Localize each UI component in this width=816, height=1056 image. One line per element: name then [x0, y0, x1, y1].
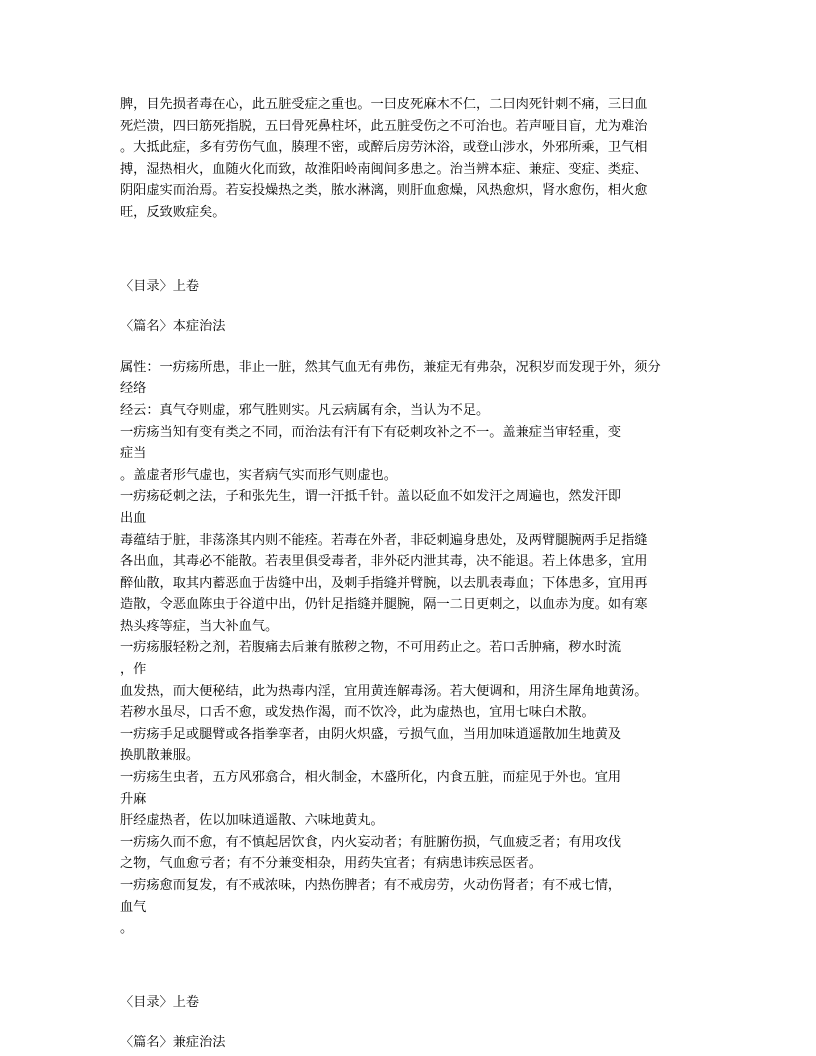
text-line: 症当: [120, 446, 147, 462]
text-line: 死烂溃，四曰筋死指脱，五曰骨死鼻柱坏，此五脏受伤之不可治也。若声哑目盲，尤为难治: [120, 118, 648, 134]
chapter-title: 〈篇名〉本症治法: [120, 319, 226, 335]
text-line: 旺，反致败症矣。: [120, 204, 226, 220]
text-line: 造散，令恶血陈虫于谷道中出，仍针足指缝并腿腕，隔一二日更刺之，以血赤为度。如有寒: [120, 597, 648, 613]
text-line: 一疠疡生虫者，五方风邪翕合，相火制金，木盛所化，内食五脏，而症见于外也。宜用: [120, 770, 622, 786]
text-line: 经云：真气夺则虚，邪气胜则实。凡云病属有余，当认为不足。: [120, 402, 490, 418]
toc-heading: 〈目录〉上卷: [120, 278, 200, 294]
text-line: 毒蕴结于脏，非荡涤其内则不能痊。若毒在外者，非砭刺遍身患处，及两臂腿腕两手足指缝: [120, 532, 648, 548]
text-line: 血气: [120, 899, 147, 915]
text-line: 。大抵此症，多有劳伤气血，腠理不密，或醉后房劳沐浴，或登山涉水，外邪所乘，卫气相: [120, 140, 648, 156]
intro-paragraph: [120, 94, 706, 224]
toc-heading: 〈目录〉上卷: [120, 994, 200, 1010]
text-line: 一疠疡当知有变有类之不同，而治法有汗有下有砭刺攻补之不一。盖兼症当审轻重，变: [120, 424, 622, 440]
text-line: 肝经虚热者，佐以加味逍遥散、六味地黄丸。: [120, 813, 384, 829]
text-line: 阴阳虚实而治焉。若妄投燥热之类，脓水淋漓，则肝血愈燥，风热愈炽，肾水愈伤，相火愈: [120, 183, 648, 199]
text-line: 出血: [120, 510, 147, 526]
text-line: 属性：一疠疡所患，非止一脏，然其气血无有弗伤，兼症无有弗杂，况积岁而发现于外，须分: [120, 359, 661, 375]
text-line: 醉仙散，取其内蓄恶血于齿缝中出，及刺手指缝并臂腕，以去肌表毒血；下体患多，宜用再: [120, 575, 648, 591]
text-line: 一疠疡愈而复发，有不戒浓味，内热伤脾者；有不戒房劳，火动伤肾者；有不戒七情，: [120, 878, 622, 893]
text-line: 一疠疡久而不愈，有不慎起居饮食，内火妄动者；有脏腑伤损，气血疲乏者；有用攻伐: [120, 834, 622, 850]
text-line: 热头疼等症，当大补血气。: [120, 618, 279, 634]
text-line: 各出血，其毒必不能散。若表里俱受毒者，非外砭内泄其毒，决不能退。若上体患多，宜用: [120, 554, 648, 570]
text-line: 一疠疡砭刺之法，子和张先生，谓一汗抵千针。盖以砭血不如发汗之周遍也，然发汗即: [120, 489, 622, 505]
text-line: 换肌散兼服。: [120, 748, 200, 764]
text-line: 。: [120, 921, 134, 937]
document-page: [120, 94, 706, 1054]
text-line: 之物，气血愈亏者；有不分兼变相杂，用药失宜者；有病患讳疾忌医者。: [120, 856, 542, 872]
text-line: 经络: [120, 381, 147, 397]
chapter-title: 〈篇名〉兼症治法: [120, 1035, 226, 1051]
text-line: 脾，目先损者毒在心，此五脏受症之重也。一曰皮死麻木不仁，二曰肉死针刺不痛，三曰血: [120, 97, 648, 112]
text-line: 一疠疡手足或腿臂或各指拳挛者，由阴火炽盛，亏损气血，当用加味逍遥散加生地黄及: [120, 726, 622, 742]
text-line: 若秽水虽尽，口舌不愈，或发热作渴，而不饮冷，此为虚热也，宜用七味白术散。: [120, 705, 595, 721]
text-line: 血发热，而大便秘结，此为热毒内淫，宜用黄连解毒汤。若大便调和，用济生犀角地黄汤。: [120, 683, 648, 699]
text-line: 。盖虚者形气虚也，实者病气实而形气则虚也。: [120, 467, 397, 483]
section-benzheng: [120, 276, 706, 940]
text-line: ，作: [120, 662, 147, 678]
text-line: 搏，湿热相火，血随火化而致，故淮阳岭南闽间多患之。治当辨本症、兼症、变症、类症、: [120, 161, 648, 177]
section-jianzheng: [120, 992, 706, 1054]
text-line: 一疠疡服轻粉之剂，若腹痛去后兼有脓秽之物，不可用药止之。若口舌肿痛，秽水时流: [120, 640, 622, 656]
text-line: 升麻: [120, 791, 147, 807]
